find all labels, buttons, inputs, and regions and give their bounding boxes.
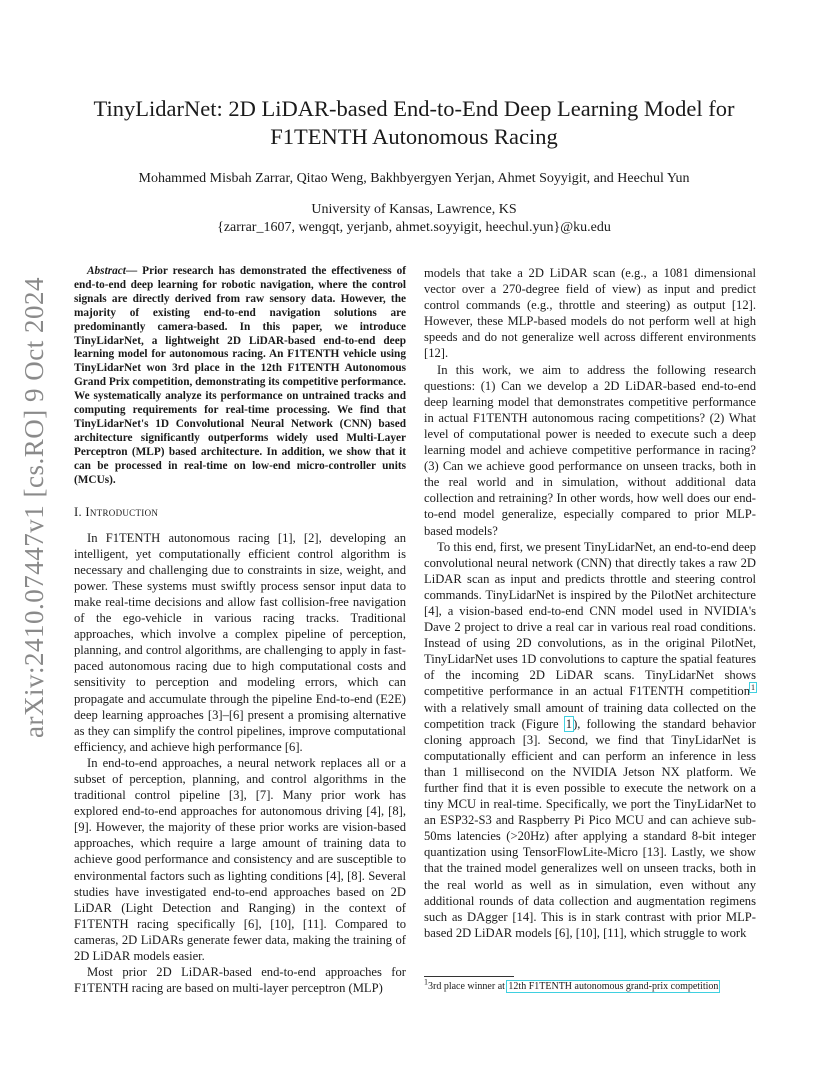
paper-title bbox=[80, 95, 748, 151]
arxiv-id-text: arXiv:2410.07447v1 [cs.RO] 9 Oct 2024 bbox=[18, 276, 49, 738]
contributions-text-1: To this end, first, we present TinyLidarNet, an end-to-end deep convolutional neural network (CNN) that directly takes a raw 2D LiDAR scan as input and predicts throttle and steering control commands. TinyLidarNet is inspired by the PilotNet architecture [4], a vision-based end-to-end CNN model used in NVIDIA's Dave 2 project to drive a real car in various real road conditions. Instead of using 2D convolutions, as in the original PilotNet, TinyLidarNet uses 1D convolutions to capture the spatial features of the incoming 2D LiDAR scans. TinyLidarNet shows competitive performance in an actual F1TENTH competition bbox=[424, 539, 756, 699]
intro-paragraph-3: Most prior 2D LiDAR-based end-to-end approaches for F1TENTH racing are based on multi-layer perceptron (MLP) bbox=[74, 965, 406, 996]
intro-paragraph-1: In F1TENTH autonomous racing [1], [2], developing an intelligent, yet computationally efficient control algorithm is necessary and challenging due to constraints in size, weight, and power. These systems must swiftly process sensor input data to make real-time decisions and allow fast collision-free navigation of the ego-vehicle in various racing tracks. Traditional approaches, which involve a complex pipeline of perception, planning, and control algorithms, are challenging to apply in fast-paced autonomous racing due to high computational costs and sensitivity to perception and modeling errors, which can propagate and accumulate through the pipeline End-to-end (E2E) deep learning approaches [3]–[6] present a promising alternative as they can simplify the control pipelines, improve computational efficiency, and achieve high performance [6]. bbox=[74, 530, 406, 754]
author-emails: {zarrar_1607, wengqt, yerjanb, ahmet.soyyigit, heechul.yun}@ku.edu bbox=[217, 220, 611, 235]
title-line-1: TinyLidarNet: 2D LiDAR-based End-to-End Deep Learning Model for bbox=[93, 96, 735, 121]
footnote bbox=[424, 977, 764, 993]
author-list: Mohammed Misbah Zarrar, Qitao Weng, Bakhbyergyen Yerjan, Ahmet Soyyigit, and Heechul Yun bbox=[138, 171, 690, 186]
footnote-link-1[interactable]: 1 bbox=[751, 683, 755, 693]
left-column bbox=[74, 265, 406, 996]
affiliation: University of Kansas, Lawrence, KS bbox=[311, 202, 517, 217]
footnote-text: 3rd place winner at bbox=[428, 981, 508, 992]
abstract bbox=[74, 265, 406, 488]
figure-ref-link-1[interactable]: 1 bbox=[565, 716, 573, 731]
research-questions-paragraph: In this work, we aim to address the following research questions: (1) Can we develop a 2D LiDAR-based end-to-end deep learning model that demonstrates competitive performance in actual F1TENTH autonomous racing competitions? (2) What level of computational power is needed to execute such a deep learning model and achieve competitive performance in racing? (3) Can we achieve good performance on unseen tracks, both in the real world and in simulation, without additional data collection and retraining? In other words, how well does our end-to-end model generalize, especially compared to prior MLP-based models? bbox=[424, 362, 756, 538]
contributions-text-2: with a relatively small amount of training data collected on the competition track (Figure bbox=[424, 700, 756, 731]
right-column bbox=[424, 265, 756, 941]
body-paragraph-continued: models that take a 2D LiDAR scan (e.g., a 1081 dimensional vector over a 270-degree field of view) as input and predict control commands (e.g., throttle and steering) as output [12]. However, these MLP-based models do not perform well at high speeds and do not generalize well across different environments [12]. bbox=[424, 266, 756, 361]
footnote-divider bbox=[424, 976, 514, 977]
arxiv-identifier bbox=[14, 276, 54, 738]
footnote-mark: 1 bbox=[424, 977, 428, 987]
intro-paragraph-2: In end-to-end approaches, a neural network replaces all or a subset of perception, planning, and control algorithms in the traditional control pipeline [3], [7]. Many prior work has explored end-to-end approaches for autonomous driving [4], [8], [9]. However, the majority of these prior works are vision-based approaches, which require a large amount of training data to achieve good performance and consistency and are susceptible to environmental factors such as lighting conditions [4], [8]. Several studies have investigated end-to-end approaches based on 2D LiDAR (Light Detection and Ranging) in the context of F1TENTH racing specifically [6], [10], [11]. Compared to cameras, 2D LiDARs generate fewer data, making the training of 2D LiDAR models easier. bbox=[74, 755, 406, 964]
abstract-label: Abstract bbox=[87, 265, 126, 277]
footnote-competition-link[interactable]: 12th F1TENTH autonomous grand-prix competition bbox=[508, 981, 719, 992]
abstract-text: — Prior research has demonstrated the effectiveness of end-to-end deep learning for robotic navigation, where the control signals are directly derived from raw sensory data. However, the majority of existing end-to-end navigation solutions are predominantly camera-based. In this paper, we introduce TinyLidarNet, a lightweight 2D LiDAR-based end-to-end deep learning model for autonomous racing. An F1TENTH vehicle using TinyLidarNet won 3rd place in the 12th F1TENTH Autonomous Grand Prix competition, demonstrating its competitive performance. We systematically analyze its performance on untrained tracks and computing requirements for real-time processing. We find that TinyLidarNet's 1D Convolutional Neural Network (CNN) based architecture significantly outperforms widely used Multi-Layer Perceptron (MLP) based architecture. In addition, we show that it can be processed in real-time on low-end micro-controller units (MCUs). bbox=[74, 265, 406, 486]
affiliation-block bbox=[80, 201, 748, 237]
section-heading-introduction: I. Introduction bbox=[74, 504, 159, 519]
contributions-paragraph bbox=[424, 539, 756, 941]
contributions-text-3: ), following the standard behavior cloning approach [3]. Second, we find that TinyLidarNet is computationally efficient and can perform an inference in less than 1 millisecond on the NVIDIA Jetson NX platform. We further find that it is even possible to execute the network on a tiny MCU in real-time. Specifically, we port the TinyLidarNet to an ESP32-S3 and Raspberry Pi Pico MCU and can achieve sub-50ms latencies (>20Hz) after applying a standard 8-bit integer quantization using TensorFlowLite-Micro [13]. Lastly, we show that the trained model generalizes well on unseen tracks, both in the real world as well as in simulation, even without any additional rounds of data collection and augmentation regimens such as DAgger [14]. This is in stark contrast with prior MLP-based 2D LiDAR models [6], [10], [11], which struggle to work bbox=[424, 716, 756, 940]
title-line-2: F1TENTH Autonomous Racing bbox=[270, 124, 558, 149]
